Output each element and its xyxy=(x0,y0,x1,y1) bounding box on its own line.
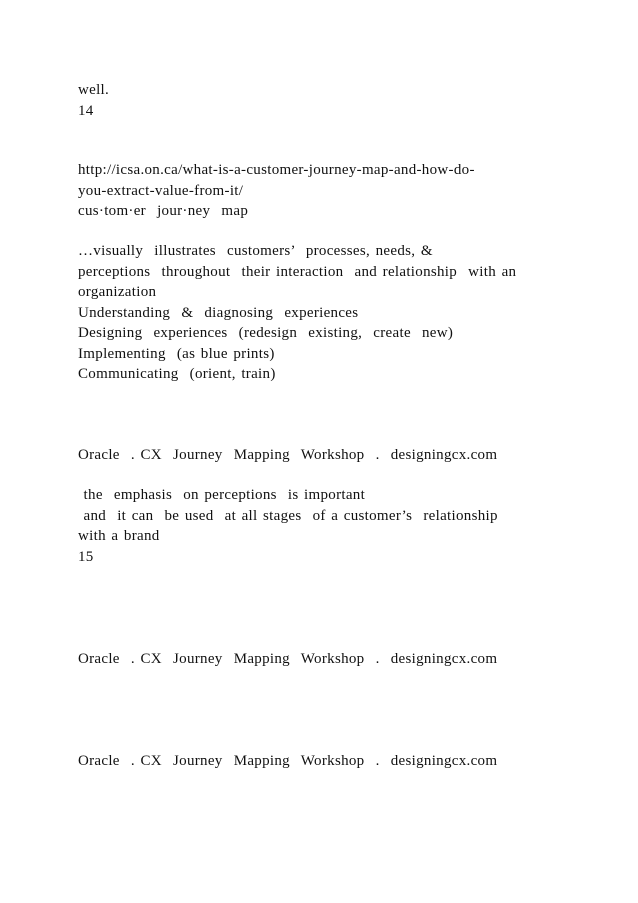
source-url-continued: you-extract-value-from-it/ xyxy=(78,183,244,199)
text-line: well. xyxy=(78,82,110,98)
use-case-item: Implementing (as blue prints) xyxy=(78,346,275,362)
speaker-note: with a brand xyxy=(78,528,160,544)
slide-footer: Oracle . CX Journey Mapping Workshop . designingcx.com xyxy=(78,651,498,667)
slide-footer: Oracle . CX Journey Mapping Workshop . designingcx.com xyxy=(78,753,498,769)
definition-text: perceptions throughout their interaction and relationship with an xyxy=(78,264,517,280)
source-url: http://icsa.on.ca/what-is-a-customer-journey-map-and-how-do- xyxy=(78,162,475,178)
definition-text: …visually illustrates customers’ processes, needs, & xyxy=(78,243,433,259)
slide-number: 15 xyxy=(78,549,94,565)
definition-text: organization xyxy=(78,284,157,300)
use-case-item: Communicating (orient, train) xyxy=(78,366,276,382)
speaker-note: and it can be used at all stages of a customer’s relationship xyxy=(78,508,498,524)
use-case-item: Designing experiences (redesign existing, create new) xyxy=(78,325,454,341)
slide-footer: Oracle . CX Journey Mapping Workshop . designingcx.com xyxy=(78,447,498,463)
speaker-note: the emphasis on perceptions is important xyxy=(78,487,366,503)
definition-term: cus·tom·er jour·ney map xyxy=(78,203,249,219)
use-case-item: Understanding & diagnosing experiences xyxy=(78,305,359,321)
slide-number: 14 xyxy=(78,103,94,119)
